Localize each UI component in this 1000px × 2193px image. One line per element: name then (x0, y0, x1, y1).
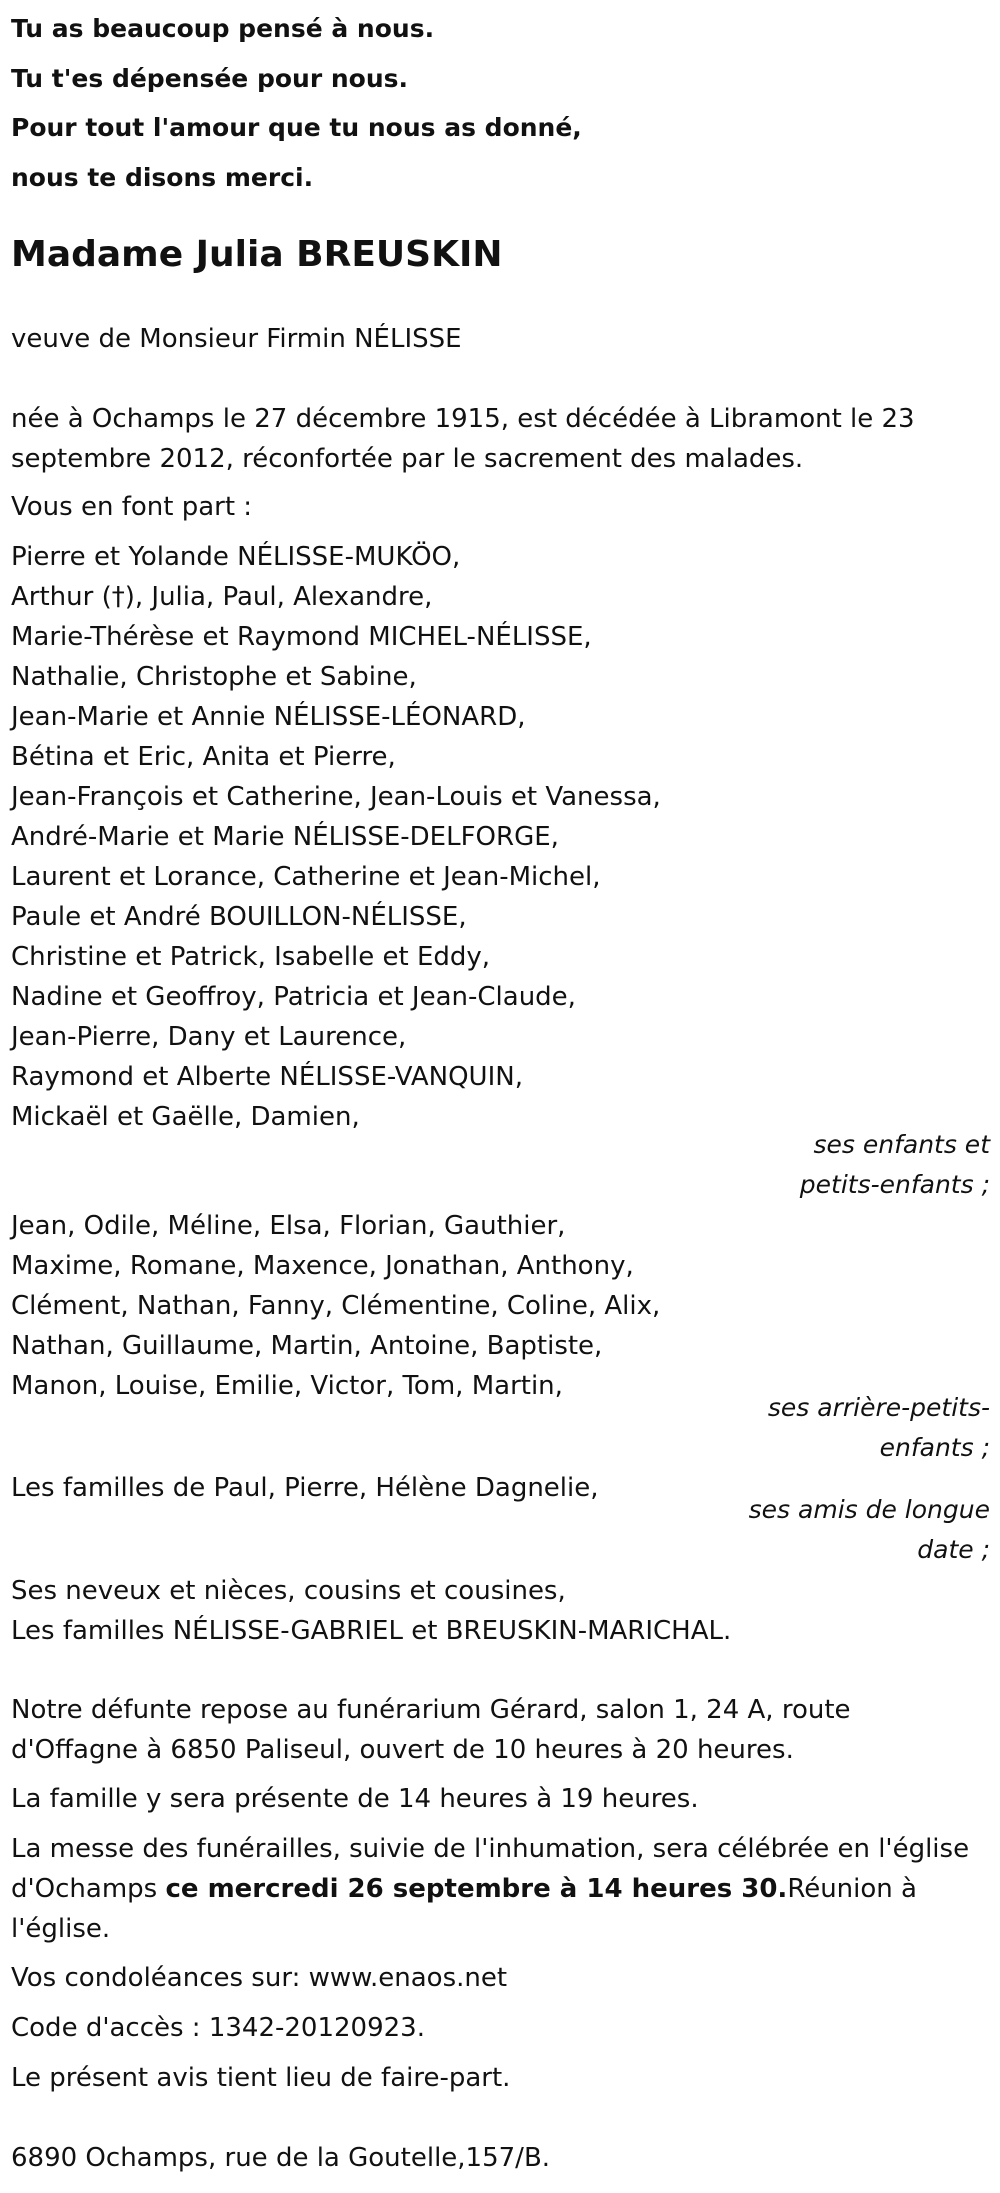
great-grandchildren-relation-label: ses arrière-petits- enfants ; (767, 1393, 990, 1462)
address-line: 6890 Ochamps, rue de la Goutelle,157/B. (11, 2143, 551, 2173)
list-item: Bétina et Eric, Anita et Pierre, (11, 742, 396, 772)
other-family-list (11, 1571, 731, 1651)
family-present-line: La famille y sera présente de 14 heures à 19 heures. (11, 1784, 699, 1814)
intro-line: Vous en font part : (11, 492, 253, 522)
list-item: Jean-Pierre, Dany et Laurence, (11, 1022, 407, 1052)
list-item: Nathan, Guillaume, Martin, Antoine, Baptiste, (11, 1331, 603, 1361)
great-grandchildren-list (11, 1206, 660, 1406)
list-item: Arthur (†), Julia, Paul, Alexandre, (11, 582, 433, 612)
list-item: Manon, Louise, Emilie, Victor, Tom, Martin, (11, 1371, 563, 1401)
access-code-line: Code d'accès : 1342-20120923. (11, 2013, 425, 2043)
list-item: Clément, Nathan, Fanny, Clémentine, Coline, Alix, (11, 1291, 661, 1321)
list-item: Ses neveux et nièces, cousins et cousines, (11, 1576, 566, 1606)
deceased-name: Madame Julia BREUSKIN (11, 234, 503, 275)
spouse-line: veuve de Monsieur Firmin NÉLISSE (11, 324, 462, 354)
list-item: Nadine et Geoffroy, Patricia et Jean-Claude, (11, 982, 576, 1012)
friends-relation-label: ses amis de longue date ; (748, 1495, 990, 1564)
list-item: Maxime, Romane, Maxence, Jonathan, Anthony, (11, 1251, 634, 1281)
list-item: Jean, Odile, Méline, Elsa, Florian, Gauthier, (11, 1211, 566, 1241)
list-item: Christine et Patrick, Isabelle et Eddy, (11, 942, 491, 972)
mass-line: La messe des funérailles, suivie de l'inhumation, sera célébrée en l'église (11, 1834, 970, 1864)
list-item: Nathalie, Christophe et Sabine, (11, 662, 417, 692)
birth-death-line: née à Ochamps le 27 décembre 1915, est décédée à Libramont le 23 (11, 404, 915, 434)
repose-line: d'Offagne à 6850 Paliseul, ouvert de 10 heures à 20 heures. (11, 1735, 794, 1765)
birth-death-line: septembre 2012, réconfortée par le sacrement des malades. (11, 444, 804, 474)
notice-line: Le présent avis tient lieu de faire-part. (11, 2063, 511, 2093)
poem-line: Tu t'es dépensée pour nous. (11, 63, 408, 93)
list-item: Jean-François et Catherine, Jean-Louis et Vanessa, (11, 782, 661, 812)
mass-line: l'église. (11, 1914, 111, 1944)
condolences-line: Vos condoléances sur: www.enaos.net (11, 1963, 508, 1993)
mass-date-time: ce mercredi 26 septembre à 14 heures 30. (165, 1874, 788, 1904)
list-item: Raymond et Alberte NÉLISSE-VANQUIN, (11, 1062, 523, 1092)
list-item: Jean-Marie et Annie NÉLISSE-LÉONARD, (11, 702, 526, 732)
list-item: Les familles NÉLISSE-GABRIEL et BREUSKIN-MARICHAL. (11, 1616, 732, 1646)
poem-line: Tu as beaucoup pensé à nous. (11, 14, 435, 43)
list-item: Pierre et Yolande NÉLISSE-MUKÖO, (11, 542, 461, 572)
children-relation-label: ses enfants et petits-enfants ; (799, 1130, 990, 1199)
poem-line: Pour tout l'amour que tu nous as donné, (11, 113, 582, 142)
list-item: André-Marie et Marie NÉLISSE-DELFORGE, (11, 822, 559, 852)
list-item: Marie-Thérèse et Raymond MICHEL-NÉLISSE, (11, 622, 592, 652)
list-item: Mickaël et Gaëlle, Damien, (11, 1102, 360, 1132)
mass-line: d'Ochamps ce mercredi 26 septembre à 14 heures 30.Réunion à (11, 1874, 917, 1904)
repose-line: Notre défunte repose au funérarium Gérard, salon 1, 24 A, route (11, 1695, 851, 1725)
friends-line: Les familles de Paul, Pierre, Hélène Dagnelie, (11, 1473, 599, 1503)
poem-line: nous te disons merci. (11, 162, 314, 192)
children-list (11, 537, 661, 1137)
list-item: Paule et André BOUILLON-NÉLISSE, (11, 902, 467, 932)
list-item: Laurent et Lorance, Catherine et Jean-Michel, (11, 862, 601, 892)
poem (11, 4, 582, 202)
